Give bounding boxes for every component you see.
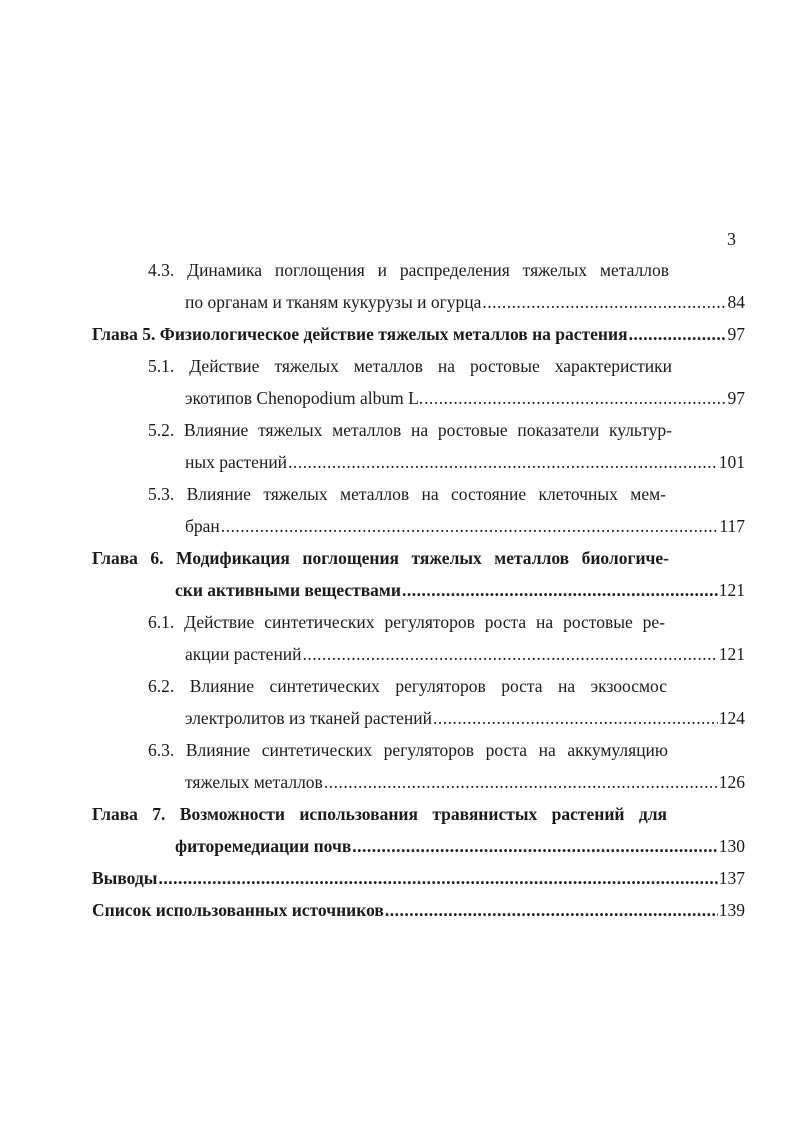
- toc-page-ref: 137: [718, 868, 745, 888]
- toc-entry-5-2-line2: [185, 450, 745, 474]
- toc-entry-6-3-line1: 6.3. Влияние синтетических регуляторов роста на аккумуляцию: [148, 740, 668, 760]
- toc-entry-text: Глава 5. Физиологическое действие тяжелых металлов на растения: [92, 324, 628, 344]
- toc-entry-5-3-line2: [185, 514, 745, 538]
- toc-page-ref: 121: [718, 580, 745, 600]
- toc-entry-6-2-line2: [185, 706, 745, 730]
- toc-entry-text: Выводы: [92, 868, 158, 888]
- leader-dots: [352, 834, 717, 858]
- toc-entry-5-1-line1: 5.1. Действие тяжелых металлов на ростовые характеристики: [148, 356, 672, 376]
- toc-entry-text: тяжелых металлов: [185, 772, 323, 792]
- toc-entry-text: ных растений: [185, 452, 288, 472]
- leader-dots: [424, 386, 726, 410]
- toc-page-ref: 139: [718, 900, 745, 920]
- toc-entry-text: электролитов из тканей растений: [185, 708, 432, 728]
- toc-entry-text: акции растений: [185, 644, 302, 664]
- toc-references: [92, 898, 745, 922]
- toc-entry-text: Список использованных источников: [92, 900, 384, 920]
- toc-entry-6-1-line1: 6.1. Действие синтетических регуляторов роста на ростовые ре-: [148, 612, 665, 632]
- toc-page-ref: 124: [718, 708, 745, 728]
- leader-dots: [629, 322, 727, 346]
- toc-chapter-5: [92, 322, 745, 346]
- toc-conclusions: [92, 866, 745, 890]
- toc-page-ref: 84: [727, 292, 745, 312]
- leader-dots: [402, 578, 718, 602]
- leader-dots: [221, 514, 719, 538]
- toc-entry-text: экотипов Chenopodium album L.: [185, 388, 424, 408]
- toc-entry-text: по органам и тканям кукурузы и огурца: [185, 292, 482, 312]
- leader-dots: [385, 898, 718, 922]
- toc-chapter-6-line2: [175, 578, 745, 602]
- toc-page-ref: 117: [719, 516, 745, 536]
- toc-entry-text: бран: [185, 516, 220, 536]
- toc-page-ref: 97: [727, 388, 745, 408]
- leader-dots: [288, 450, 718, 474]
- toc-entry-text: ски активными веществами: [175, 580, 401, 600]
- toc-entry-6-3-line2: [185, 770, 745, 794]
- leader-dots: [324, 770, 718, 794]
- toc-entry-4-3-line2: [185, 290, 745, 314]
- toc-page-ref: 97: [727, 324, 745, 344]
- toc-entry-5-3-line1: 5.3. Влияние тяжелых металлов на состояние клеточных мем-: [148, 484, 666, 504]
- leader-dots: [482, 290, 726, 314]
- toc-chapter-7-line2: [175, 834, 745, 858]
- leader-dots: [158, 866, 717, 890]
- toc-page-ref: 101: [718, 452, 745, 472]
- toc-entry-6-2-line1: 6.2. Влияние синтетических регуляторов роста на экзоосмос: [148, 676, 667, 696]
- toc-entry-5-2-line1: 5.2. Влияние тяжелых металлов на ростовые показатели культур-: [148, 420, 672, 440]
- toc-chapter-7-line1: Глава 7. Возможности использования травянистых растений для: [92, 804, 667, 824]
- toc-chapter-6-line1: Глава 6. Модификация поглощения тяжелых металлов биологиче-: [92, 548, 669, 568]
- toc-page-ref: 126: [718, 772, 745, 792]
- toc-entry-5-1-line2: [185, 386, 745, 410]
- toc-entry-text: фиторемедиации почв: [175, 836, 352, 856]
- toc-entry-4-3-line1: 4.3. Динамика поглощения и распределения тяжелых металлов: [148, 260, 669, 280]
- leader-dots: [433, 706, 718, 730]
- toc-entry-6-1-line2: [185, 642, 745, 666]
- toc-page-ref: 130: [718, 836, 745, 856]
- toc-page-ref: 121: [718, 644, 745, 664]
- leader-dots: [303, 642, 718, 666]
- page-number: 3: [727, 229, 736, 249]
